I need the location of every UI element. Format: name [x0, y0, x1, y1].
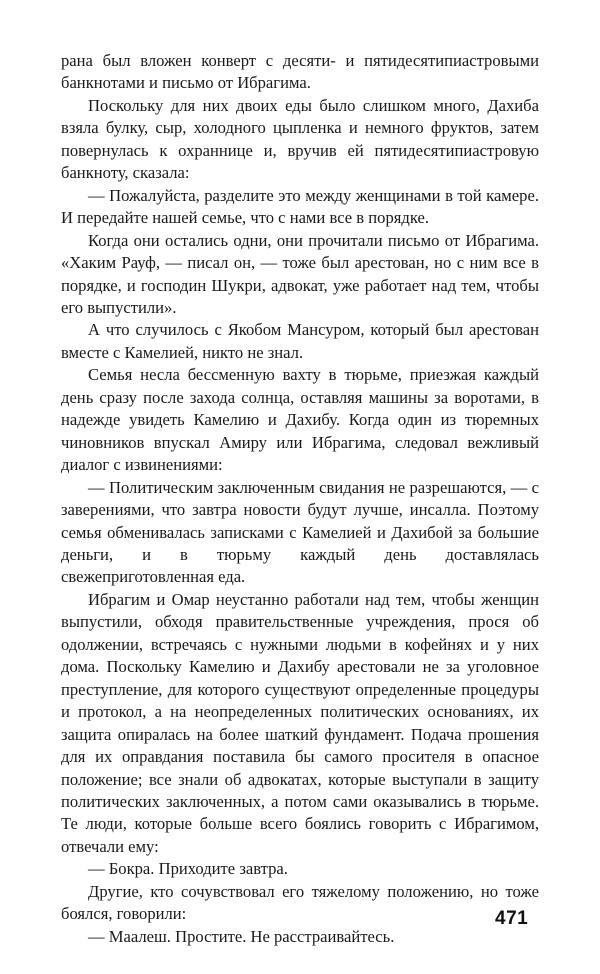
- paragraph-10: Другие, кто сочувствовал его тяжелому положению, но тоже боялся, говорили:: [61, 881, 539, 924]
- paragraph-3: — Пожалуйста, разделите это между женщинами в той камере. И передайте нашей семье, что с нами все в порядке.: [61, 185, 539, 228]
- paragraph-6: Семья несла бессменную вахту в тюрьме, приезжая каждый день сразу после захода солнца, оставляя машины за воротами, в надежде увидеть Камелию и Дахибу. Когда один из тюремных чиновников впускал Амиру или Ибрагима, следовал вежливый диалог с извинениями:: [61, 365, 539, 475]
- page-number: 471: [495, 908, 529, 929]
- paragraph-1: рана был вложен конверт с десяти- и пятидесятипиастровыми банкнотами и письмо от Ибрагима.: [61, 51, 539, 93]
- paragraph-4: Когда они остались одни, они прочитали письмо от Ибрагима. «Хаким Рауф, — писал он, — тоже был арестован, но с ним все в порядке, и господин Шукри, адвокат, уже работает над тем, чтобы его выпустили».: [61, 230, 539, 317]
- paragraph-7: — Политическим заключенным свидания не разрешаются, — с заверениями, что завтра новости будут лучше, инсалла. Поэтому семья обменивалась записками с Камелией и Дахибой за большие деньги, и в тюрьму каждый день доставлялась свежеприготовленная еда.: [61, 477, 539, 587]
- paragraph-8: Ибрагим и Омар неустанно работали над тем, чтобы женщин выпустили, обходя правительственные учреждения, прося об одолжении, встречаясь с нужными людьми в кофейнях и у них дома. Поскольку Камелию и Дахибу арестовали не за уголовное преступление, для которого существуют определенные процедуры и протокол, а на неопределенных политических основаниях, их защита опиралась на более шаткий фундамент. Подача прошения для их оправдания поставила бы самого просителя в опасное положение; все знали об адвокатах, которые выступали в защиту политических заключенных, а потом сами оказывались в тюрьме. Те люди, которые больше всего боялись говорить с Ибрагимом, отвечали ему:: [61, 589, 539, 856]
- paragraph-11: — Маалеш. Простите. Не расстраивайтесь.: [88, 926, 395, 946]
- page-text: [61, 50, 539, 948]
- paragraph-5: А что случилось с Якобом Мансуром, который был арестован вместе с Камелией, никто не знал.: [61, 320, 539, 362]
- paragraph-2: Поскольку для них двоих еды было слишком много, Дахиба взяла булку, сыр, холодного цыпленка и немного фруктов, затем повернулась к охраннице и, вручив ей пятидесятипиастровую банкноту, сказала:: [61, 95, 539, 183]
- paragraph-9: — Бокра. Приходите завтра.: [88, 859, 288, 879]
